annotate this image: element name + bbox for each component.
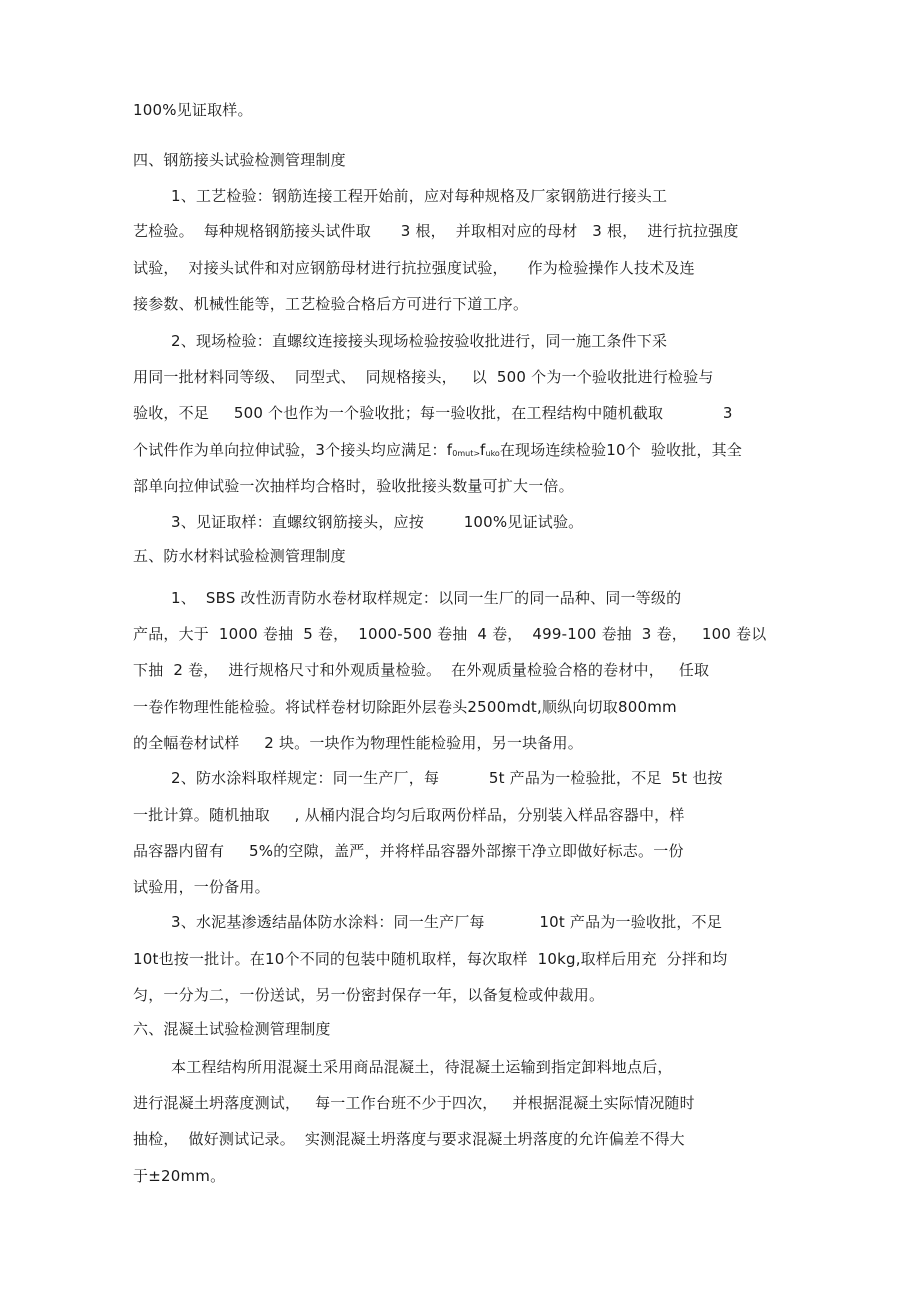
formula-suffix: 在现场连续检验10个 验收批，其全 [499, 441, 743, 459]
text-line-4: 艺检验。 每种规格钢筋接头试件取 3 根， 并取相对应的母材 3 根， 进行抗拉强度 [133, 222, 739, 240]
formula-sub-1: 0mut> [452, 449, 481, 458]
text-line-9: 验收，不足 500 个也作为一个验收批；每一验收批，在工程结构中随机截取 3 [133, 404, 733, 422]
text-line-22: 试验用，一份备用。 [133, 878, 270, 896]
text-line-17: 一卷作物理性能检验。将试样卷材切除距外层卷头2500mdt,顺纵向切取800mm [133, 698, 677, 716]
text-line-24: 10t也按一批计。在10个不同的包装中随机取样，每次取样 10kg,取样后用充 分拌和均 [133, 950, 728, 968]
text-line-30: 于±20mm。 [133, 1167, 226, 1185]
text-line-5: 试验， 对接头试件和对应钢筋母材进行抗拉强度试验， 作为检验操作人技术及连 [133, 259, 695, 277]
text-line-28: 进行混凝土坍落度测试， 每一工作台班不少于四次， 并根据混凝土实际情况随时 [133, 1094, 695, 1112]
section-heading-4: 四、钢筋接头试验检测管理制度 [133, 151, 346, 169]
section-heading-5: 五、防水材料试验检测管理制度 [133, 547, 346, 565]
text-line-15: 产品，大于 1000 卷抽 5 卷， 1000-500 卷抽 4 卷， 499-100 卷抽 3 卷， 100 卷以 [133, 625, 767, 643]
text-line-19: 2、防水涂料取样规定：同一生产厂，每 5t 产品为一检验批，不足 5t 也按 [171, 769, 723, 787]
text-line-14: 1、 SBS 改性沥青防水卷材取样规定：以同一生厂的同一品种、同一等级的 [171, 589, 682, 607]
formula-sub-2: uko [485, 449, 500, 458]
text-line-6: 接参数、机械性能等，工艺检验合格后方可进行下道工序。 [133, 295, 529, 313]
text-line-20: 一批计算。随机抽取 , 从桶内混合均匀后取两份样品，分别装入样品容器中，样 [133, 806, 685, 824]
section-heading-6: 六、混凝土试验检测管理制度 [133, 1020, 331, 1038]
text-line-25: 匀，一分为二，一份送试，另一份密封保存一年，以备复检或仲裁用。 [133, 986, 605, 1004]
text-line-21: 品容器内留有 5%的空隙，盖严，并将样品容器外部擦干净立即做好标志。一份 [133, 842, 684, 860]
formula-mid: f [480, 441, 486, 459]
text-line-29: 抽检， 做好测试记录。 实测混凝土坍落度与要求混凝土坍落度的允许偏差不得大 [133, 1130, 685, 1148]
text-line-27: 本工程结构所用混凝土采用商品混凝土，待混凝土运输到指定卸料地点后， [171, 1058, 673, 1076]
text-line-23: 3、水泥基渗透结晶体防水涂料：同一生产厂每 10t 产品为一验收批，不足 [171, 913, 722, 931]
text-line-18: 的全幅卷材试样 2 块。一块作为物理性能检验用，另一块备用。 [133, 734, 583, 752]
formula-prefix: 个试件作为单向拉伸试验，3个接头均应满足：f [133, 441, 453, 459]
formula-line [133, 440, 742, 464]
text-line-3: 1、工艺检验：钢筋连接工程开始前，应对每种规格及厂家钢筋进行接头工 [171, 187, 668, 205]
text-line-12: 3、见证取样：直螺纹钢筋接头，应按 100%见证试验。 [171, 513, 584, 531]
text-line-11: 部单向拉伸试验一次抽样均合格时，验收批接头数量可扩大一倍。 [133, 477, 574, 495]
text-line-16: 下抽 2 卷， 进行规格尺寸和外观质量检验。 在外观质量检验合格的卷材中， 任取 [133, 661, 710, 679]
text-line-8: 用同一批材料同等级、 同型式、 同规格接头， 以 500 个为一个验收批进行检验与 [133, 368, 714, 386]
text-line-1: 100%见证取样。 [133, 101, 253, 119]
text-line-7: 2、现场检验：直螺纹连接接头现场检验按验收批进行，同一施工条件下采 [171, 332, 668, 350]
